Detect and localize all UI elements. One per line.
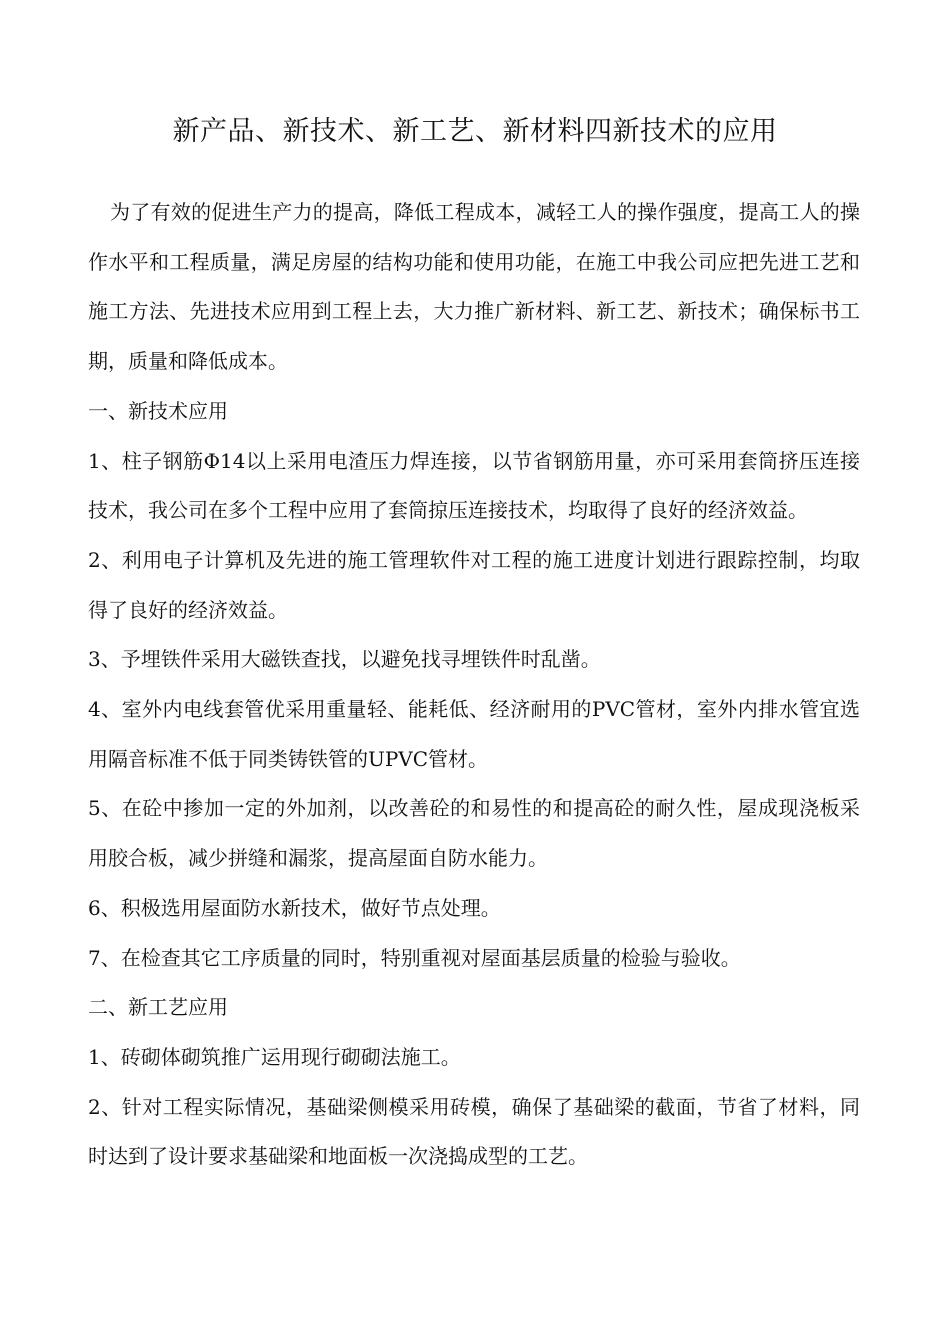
- list-item: 7、在检查其它工序质量的同时，特别重视对屋面基层质量的检验与验收。: [88, 945, 741, 970]
- list-item: 1、砖砌体砌筑推广运用现行砌砌法施工。: [88, 1044, 461, 1069]
- list-item: 5、在砼中掺加一定的外加剂，以改善砼的和易性的和提高砼的耐久性，屋成现浇板采用胶合板，减少拼缝和漏浆，提高屋面自防水能力。: [88, 796, 860, 871]
- list-item: 3、予埋铁件采用大磁铁查找，以避免找寻埋铁件时乱凿。: [88, 647, 601, 672]
- document-body: [88, 188, 860, 1182]
- section-heading-new-technology: 一、新技术应用: [88, 398, 228, 423]
- list-item: 4、室外内电线套管优采用重量轻、能耗低、经济耐用的PVC管材，室外内排水管宜选用隔音标准不低于同类铸铁管的UPVC管材。: [88, 697, 860, 771]
- list-item: 2、利用电子计算机及先进的施工管理软件对工程的施工进度计划进行跟踪控制，均取得了良好的经济效益。: [88, 547, 860, 622]
- list-item: 1、柱子钢筋Φ14以上采用电渣压力焊连接，以节省钢筋用量，亦可采用套筒挤压连接技术，我公司在多个工程中应用了套筒掠压连接技术，均取得了良好的经济效益。: [88, 448, 860, 523]
- intro-paragraph: 为了有效的促进生产力的提高，降低工程成本，减轻工人的操作强度，提高工人的操作水平和工程质量，满足房屋的结构功能和使用功能，在施工中我公司应把先进工艺和施工方法、先进技术应用到工程上去，大力推广新材料、新工艺、新技术；确保标书工期，质量和降低成本。: [88, 200, 860, 374]
- list-item: 2、针对工程实际情况，基础梁侧模采用砖模，确保了基础梁的截面，节省了材料，同时达到了设计要求基础梁和地面板一次浇捣成型的工艺。: [88, 1094, 860, 1169]
- list-item: 6、积极选用屋面防水新技术，做好节点处理。: [88, 895, 501, 920]
- document-title: 新产品、新技术、新工艺、新材料四新技术的应用: [172, 116, 778, 147]
- section-heading-new-process: 二、新工艺应用: [88, 995, 228, 1020]
